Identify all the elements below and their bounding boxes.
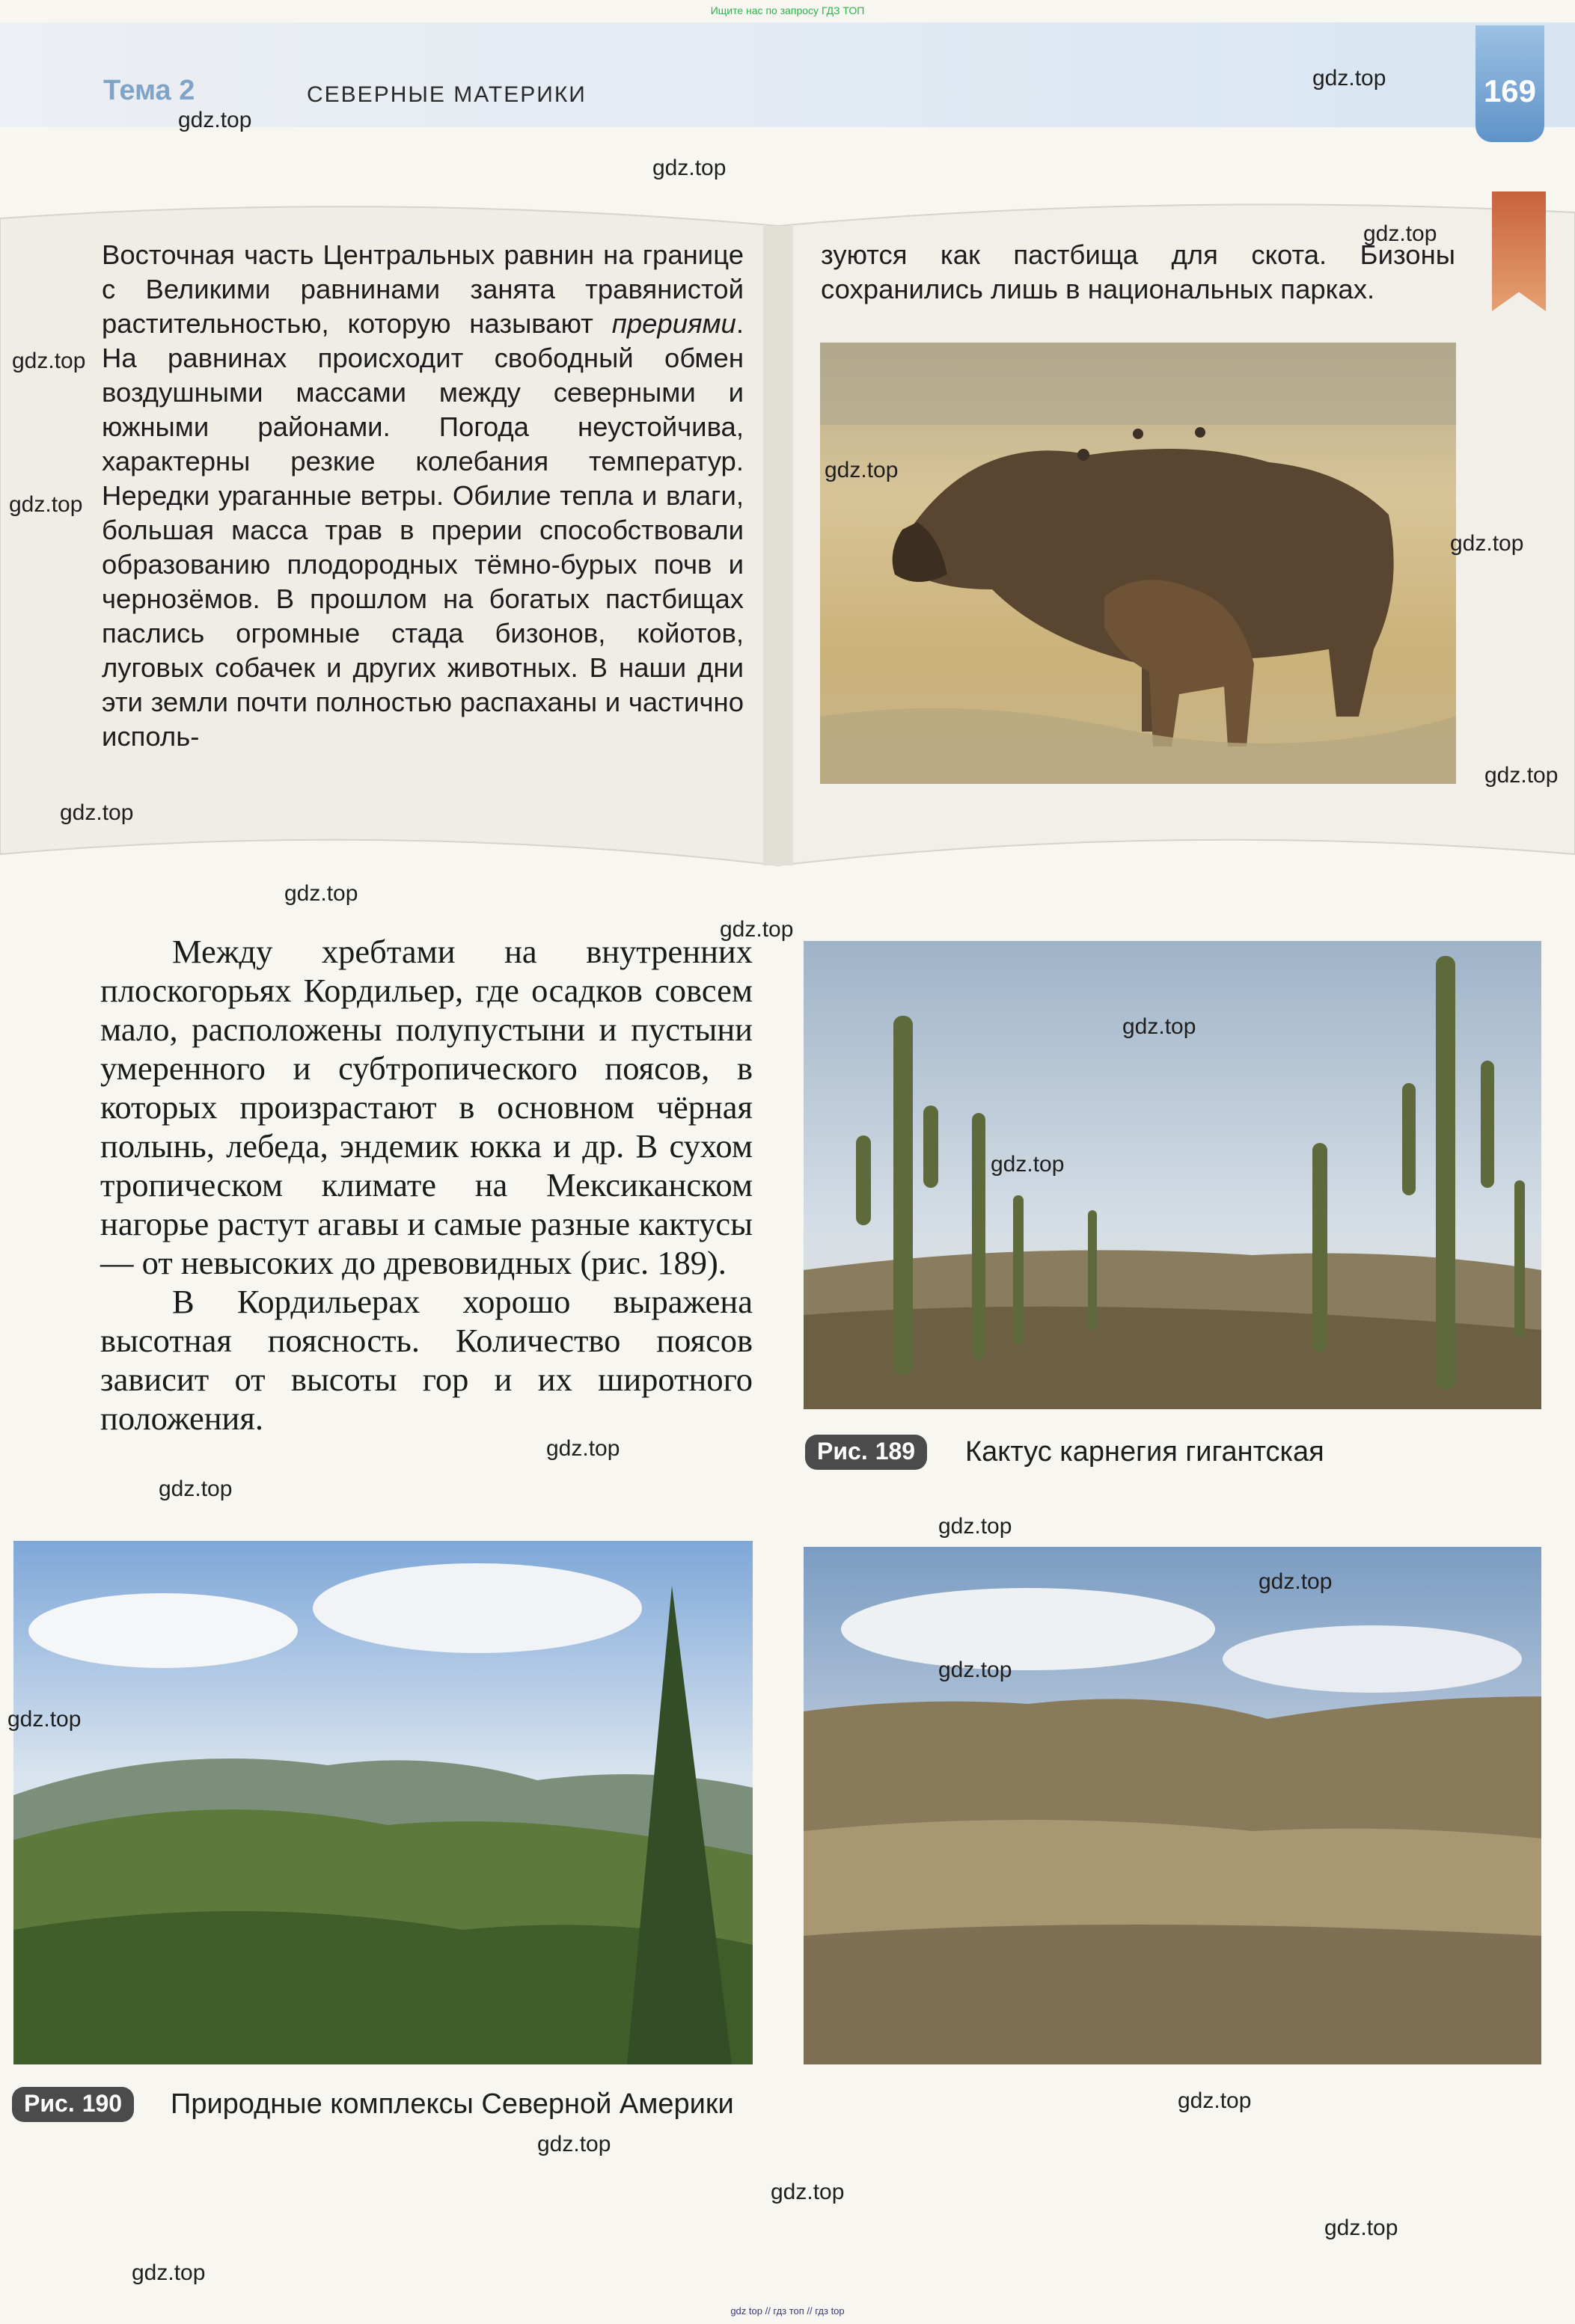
watermark: gdz.top (720, 917, 794, 942)
watermark: gdz.top (284, 881, 358, 906)
watermark: gdz.top (1122, 1014, 1196, 1039)
bottom-note: gdz top // гдз топ // гдз top (730, 2305, 845, 2317)
prairie-term: прериями (611, 308, 736, 339)
main-text (100, 932, 753, 1438)
figure-190-caption: Природные комплексы Северной Америки (171, 2088, 734, 2120)
watermark: gdz.top (546, 1436, 620, 1461)
watermark: gdz.top (60, 800, 134, 825)
watermark: gdz.top (1259, 1569, 1333, 1594)
book-left-column (102, 238, 744, 754)
watermark: gdz.top (537, 2132, 611, 2156)
figure-189-caption: Кактус карнегия гигантская (965, 1436, 1324, 1468)
watermark: gdz.top (159, 1477, 233, 1501)
watermark: gdz.top (1324, 2216, 1398, 2240)
figure-189-badge: Рис. 189 (805, 1435, 927, 1470)
topic-label: Тема 2 (103, 75, 195, 106)
watermark: gdz.top (938, 1658, 1012, 1682)
watermark: gdz.top (1450, 531, 1524, 556)
main-paragraph-2: В Кордильерах хорошо выражена высотная поясность. Количество поясов зависит от высоты гор и их широтного положения. (100, 1283, 753, 1437)
page-number: 169 (1483, 73, 1537, 108)
watermark: gdz.top (938, 1514, 1012, 1539)
watermark: gdz.top (771, 2180, 845, 2204)
right-column-text: зуются как пастбища для скота. Бизоны сохранились лишь в национальных парках. (821, 239, 1455, 304)
watermark: gdz.top (12, 349, 86, 373)
left-column-text: Восточная часть Центральных равнин на границе с Великими равнинами занята травянистой растительностью, которую называют прериями. На равнинах происходит свободный обмен воздушными массами между северными и южными районами. Погода неустойчива, характерны резкие колебания температур. Нередки ураганные ветры. Обилие тепла и влаги, большая масса трав в прерии способствовали образованию плодородных тёмно-бурых почв и чернозёмов. В прошлом на богатых пастбищах паслись огромные стада бизонов, койотов, луговых собачек и других животных. В наши дни эти земли почти полностью распаханы и частично исполь- (102, 239, 744, 752)
watermark: gdz.top (9, 492, 83, 517)
watermark: gdz.top (178, 108, 252, 132)
watermark: gdz.top (132, 2260, 206, 2285)
watermark: gdz.top (7, 1707, 82, 1732)
forest-mountain-photo (13, 1541, 753, 2064)
main-paragraph-1: Между хребтами на внутренних плоскогорьях Кордильер, где осадков совсем мало, расположены полупустыни и пустыни умеренного и субтропического поясов, в которых произрастают в основном чёрная полынь, лебеда, эндемик юкка и др. В сухом тропическом климате на Мексиканском нагорье растут агавы и самые разные кактусы — от невысоких до древовидных (рис. 189). (100, 933, 753, 1281)
bison-photo (820, 343, 1456, 784)
book-right-column (821, 238, 1455, 307)
watermark: gdz.top (991, 1152, 1065, 1177)
watermark: gdz.top (1484, 763, 1559, 788)
top-note: Ищите нас по запросу ГДЗ ТОП (710, 4, 865, 16)
watermark: gdz.top (1363, 221, 1437, 246)
section-title: СЕВЕРНЫЕ МАТЕРИКИ (307, 82, 587, 107)
desert-mountain-photo (804, 1547, 1541, 2064)
figure-190-badge: Рис. 190 (12, 2087, 134, 2122)
watermark: gdz.top (1312, 66, 1386, 91)
cactus-photo (804, 941, 1541, 1409)
watermark: gdz.top (652, 156, 727, 180)
watermark: gdz.top (825, 458, 899, 482)
watermark: gdz.top (1178, 2088, 1252, 2113)
